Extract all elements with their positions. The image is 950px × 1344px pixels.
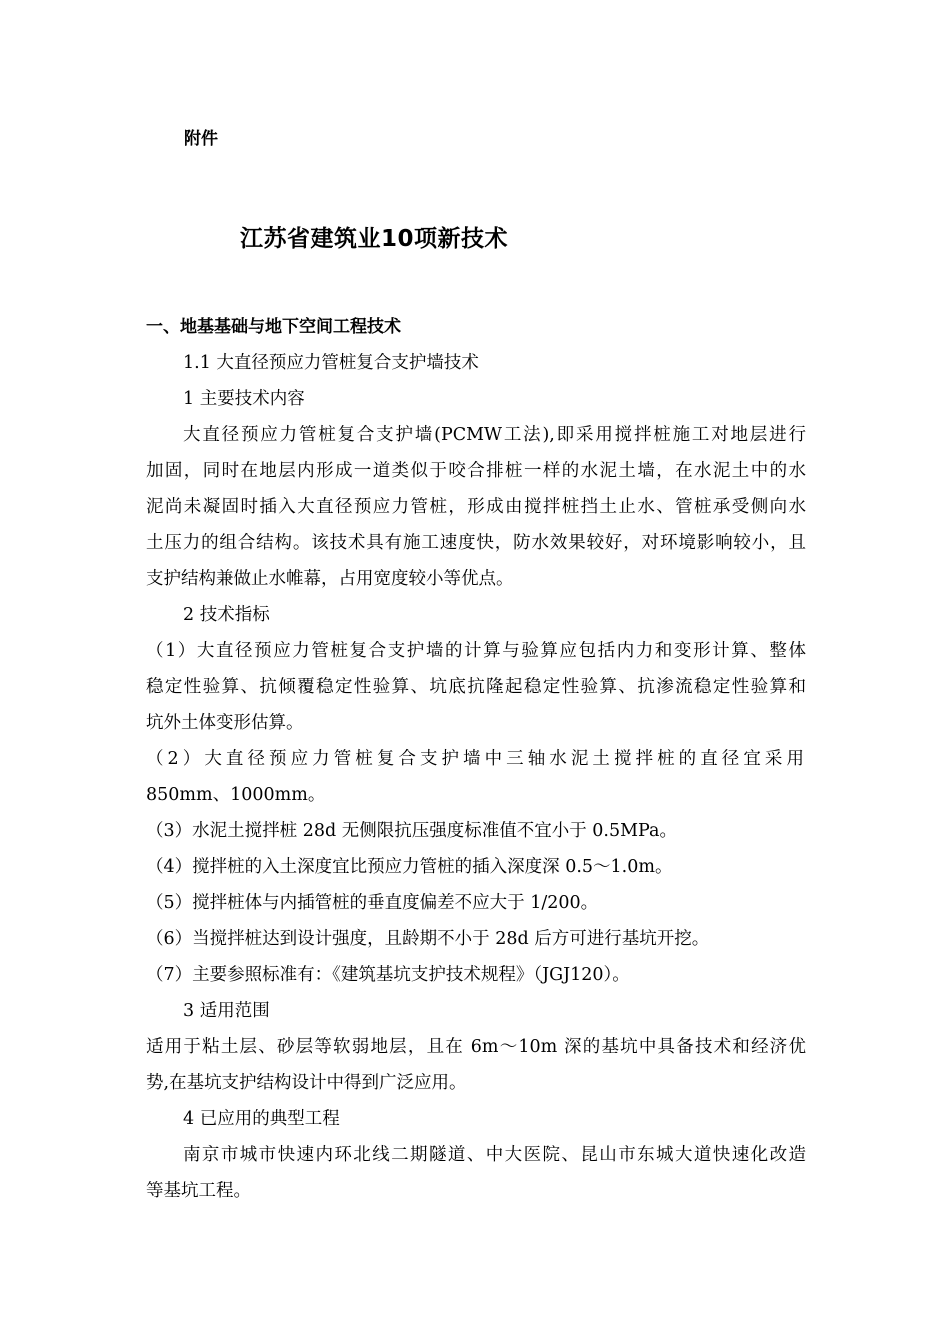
content-line: 大直径预应力管桩复合支护墙(PCMW工法),即采用搅拌桩施工对地层进行 <box>183 425 806 445</box>
document-body <box>146 309 806 1209</box>
indicator-line: （6）当搅拌桩达到设计强度，且龄期不小于 28d 后方可进行基坑开挖。 <box>146 929 710 949</box>
content-line: 土压力的组合结构。该技术具有施工速度快，防水效果较好，对环境影响较小，且 <box>146 533 806 553</box>
indicator-line: 坑外土体变形估算。 <box>146 713 304 733</box>
indicator-line: （1）大直径预应力管桩复合支护墙的计算与验算应包括内力和变形计算、整体 <box>146 641 806 661</box>
indicator-line: 850mm、1000mm。 <box>146 785 326 805</box>
content-heading: 1 主要技术内容 <box>183 389 305 409</box>
indicator-line: （4）搅拌桩的入土深度宜比预应力管桩的插入深度深 0.5～1.0m。 <box>146 857 673 877</box>
indicator-line: （5）搅拌桩体与内插管桩的垂直度偏差不应大于 1/200。 <box>146 893 599 913</box>
scope-line: 适用于粘土层、砂层等软弱地层，且在 6m～10m 深的基坑中具备技术和经济优 <box>146 1037 806 1057</box>
content-line: 泥尚未凝固时插入大直径预应力管桩，形成由搅拌桩挡土止水、管桩承受侧向水 <box>146 497 806 517</box>
projects-line: 南京市城市快速内环北线二期隧道、中大医院、昆山市东城大道快速化改造 <box>183 1145 806 1165</box>
indicator-line: （2）大直径预应力管桩复合支护墙中三轴水泥土搅拌桩的直径宜采用 <box>146 749 806 769</box>
scope-line: 势,在基坑支护结构设计中得到广泛应用。 <box>146 1073 467 1093</box>
scope-heading: 3 适用范围 <box>183 1001 270 1021</box>
section-heading: 一、地基基础与地下空间工程技术 <box>146 317 401 337</box>
indicator-line: （7）主要参照标准有：《建筑基坑支护技术规程》（JGJ120）。 <box>146 965 630 985</box>
subsection-heading: 1.1 大直径预应力管桩复合支护墙技术 <box>183 353 479 373</box>
indicator-line: （3）水泥土搅拌桩 28d 无侧限抗压强度标准值不宜小于 0.5MPa。 <box>146 821 677 841</box>
projects-heading: 4 已应用的典型工程 <box>183 1109 340 1129</box>
document-title: 江苏省建筑业10项新技术 <box>240 226 509 252</box>
content-line: 支护结构兼做止水帷幕，占用宽度较小等优点。 <box>146 569 514 589</box>
attachment-label: 附件 <box>184 129 218 149</box>
indicators-heading: 2 技术指标 <box>183 605 270 625</box>
content-line: 加固，同时在地层内形成一道类似于咬合排桩一样的水泥土墙，在水泥土中的水 <box>146 461 806 481</box>
projects-line: 等基坑工程。 <box>146 1181 251 1201</box>
indicator-line: 稳定性验算、抗倾覆稳定性验算、坑底抗隆起稳定性验算、抗渗流稳定性验算和 <box>146 677 806 697</box>
